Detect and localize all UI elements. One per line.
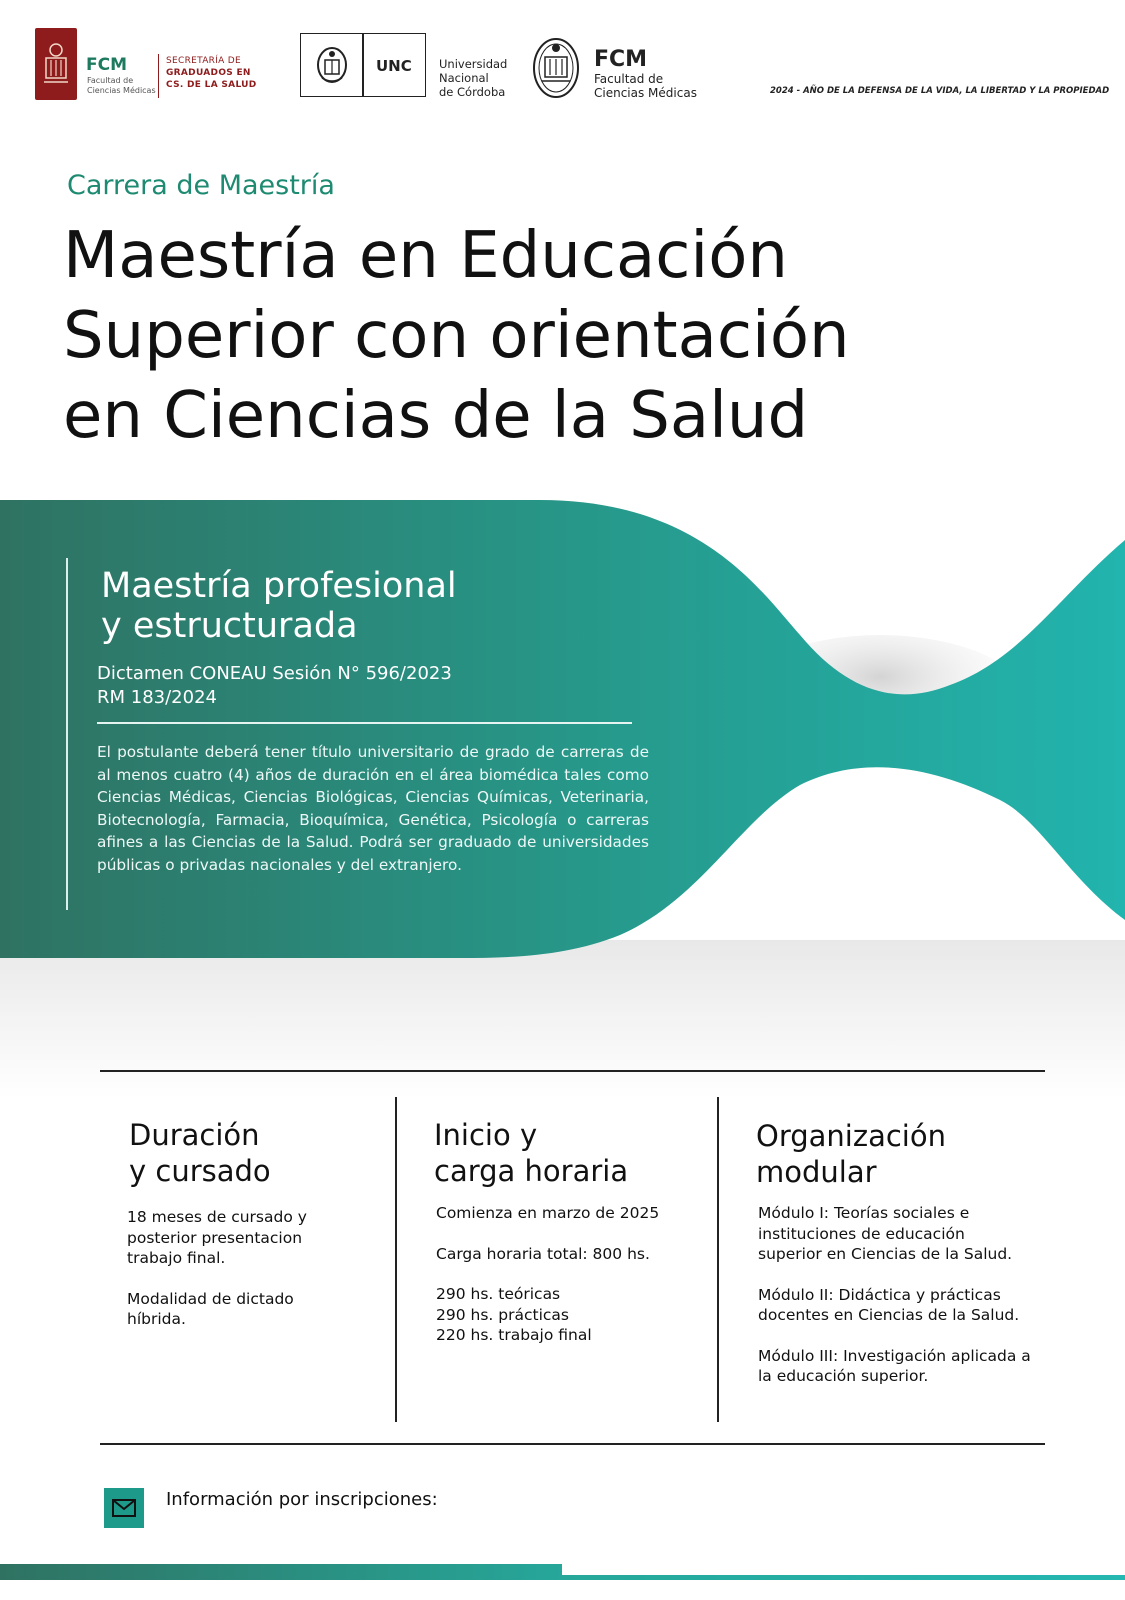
fcm-name-line1: Facultad de bbox=[594, 72, 664, 86]
fcm-name-line2: Ciencias Médicas bbox=[594, 86, 697, 100]
unc-acronym: UNC bbox=[376, 57, 412, 75]
unc-seal-icon bbox=[312, 44, 352, 86]
logo1-acronym: FCM bbox=[86, 55, 128, 75]
duration-heading-line1: Duración bbox=[129, 1118, 260, 1152]
fcm-seal-icon bbox=[530, 35, 582, 101]
total-hours: Carga horaria total: 800 hs. bbox=[436, 1244, 650, 1263]
coneau-dictamen bbox=[97, 662, 452, 710]
crest-icon bbox=[40, 40, 72, 88]
start-heading bbox=[434, 1117, 628, 1189]
modules-heading-line1: Organización bbox=[756, 1119, 946, 1153]
admission-requirements: El postulante deberá tener título universitario de grado de carreras de al menos cuatro (4) años de duración en el área biomédica tales como Ciencias Médicas, Ciencias Biológicas, Ciencias Químicas, Veterinaria, Biotecnología, Farmacia, Bioquímica, Genética, Psicología o carreras afines a las Ciencias de la Salud. Podrá ser graduado de universidades públicas o privadas nacionales y del extranjero. bbox=[97, 743, 649, 874]
unc-name-line2: Nacional bbox=[439, 71, 489, 85]
page-title-line2: Superior con orientación bbox=[63, 299, 850, 373]
logo1-divider bbox=[158, 54, 159, 98]
grid-divider-1 bbox=[395, 1097, 397, 1422]
modules-heading-line2: modular bbox=[756, 1155, 877, 1189]
dictamen-line2: RM 183/2024 bbox=[97, 687, 217, 708]
secretary-line1: SECRETARÍA DE bbox=[166, 56, 242, 66]
duration-text bbox=[127, 1207, 327, 1350]
module-3: Módulo III: Investigación aplicada a la educación superior. bbox=[758, 1346, 1031, 1385]
year-motto: 2024 - AÑO DE LA DEFENSA DE LA VIDA, LA LIBERTAD Y LA PROPIEDAD bbox=[770, 86, 1110, 96]
unc-name-line1: Universidad bbox=[439, 57, 508, 71]
hours-final-work: 220 hs. trabajo final bbox=[436, 1326, 592, 1344]
modules-heading bbox=[756, 1118, 946, 1190]
fcm-acronym: FCM bbox=[594, 47, 648, 72]
unc-logo-divider bbox=[362, 33, 364, 97]
mail-icon bbox=[112, 1499, 136, 1517]
footer-bar-right bbox=[562, 1575, 1125, 1580]
fcm-name bbox=[594, 72, 697, 100]
program-kicker: Carrera de Maestría bbox=[67, 170, 335, 201]
duration-text2: Modalidad de dictado híbrida. bbox=[127, 1289, 294, 1328]
grid-top-rule bbox=[100, 1070, 1045, 1072]
start-text bbox=[436, 1203, 696, 1346]
duration-heading-line2: y cursado bbox=[129, 1154, 271, 1188]
hours-theory: 290 hs. teóricas bbox=[436, 1285, 561, 1303]
enrollment-info-label: Información por inscripciones: bbox=[166, 1489, 438, 1510]
unc-name-line3: de Córdoba bbox=[439, 85, 506, 99]
page-title-line1: Maestría en Educación bbox=[63, 219, 788, 293]
band-title bbox=[101, 566, 457, 646]
module-2: Módulo II: Didáctica y prácticas docentes en Ciencias de la Salud. bbox=[758, 1285, 1020, 1324]
page-title-line3: en Ciencias de la Salud bbox=[63, 379, 809, 453]
footer-bar-left bbox=[0, 1564, 562, 1580]
module-1: Módulo I: Teorías sociales e instituciones de educación superior en Ciencias de la Salud. bbox=[758, 1204, 1013, 1263]
duration-text1: 18 meses de cursado y posterior presentacion trabajo final. bbox=[127, 1208, 307, 1267]
hours-practice: 290 hs. prácticas bbox=[436, 1305, 569, 1324]
band-title-line1: Maestría profesional bbox=[101, 566, 457, 606]
hours-breakdown bbox=[436, 1284, 696, 1346]
logo1-faculty: Facultad de Ciencias Médicas bbox=[87, 76, 156, 95]
page-title bbox=[63, 216, 1023, 456]
start-heading-line1: Inicio y bbox=[434, 1118, 538, 1152]
secretary-label bbox=[166, 55, 257, 91]
secretary-line3: CS. DE LA SALUD bbox=[166, 80, 257, 90]
secretary-line2: GRADUADOS EN bbox=[166, 68, 251, 78]
start-heading-line2: carga horaria bbox=[434, 1154, 629, 1188]
band-title-line2: y estructurada bbox=[101, 606, 358, 646]
grid-divider-2 bbox=[717, 1097, 719, 1422]
modules-list bbox=[758, 1203, 1033, 1407]
band-vertical-rule bbox=[66, 558, 68, 910]
mail-button[interactable] bbox=[104, 1488, 144, 1528]
grid-bottom-rule bbox=[100, 1443, 1045, 1445]
fcm-logo-badge bbox=[35, 28, 77, 100]
unc-name bbox=[439, 57, 507, 99]
band-divider bbox=[97, 722, 632, 724]
start-date: Comienza en marzo de 2025 bbox=[436, 1204, 660, 1222]
duration-heading bbox=[129, 1117, 271, 1189]
dictamen-line1: Dictamen CONEAU Sesión N° 596/2023 bbox=[97, 663, 452, 684]
